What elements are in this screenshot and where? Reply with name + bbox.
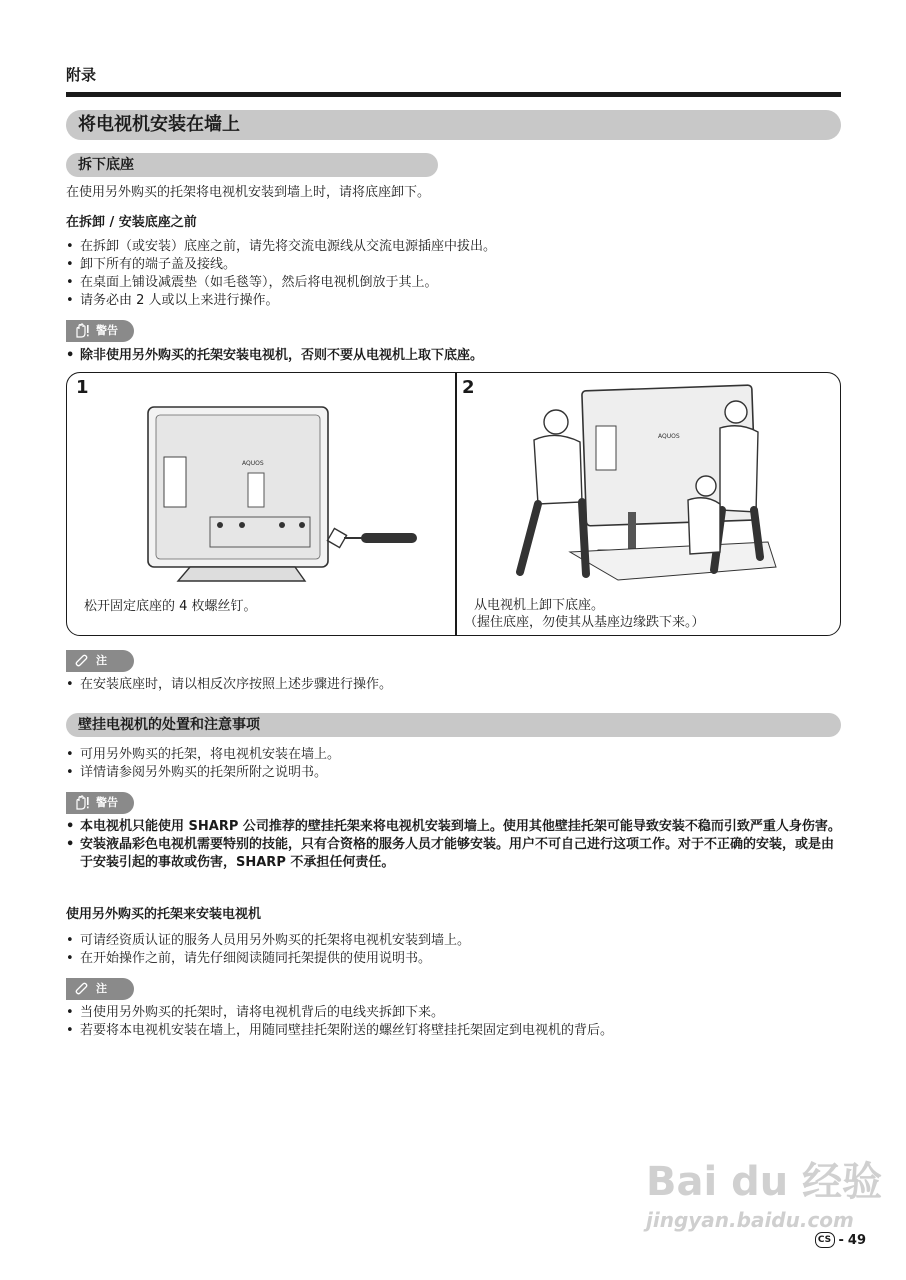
header-rule <box>66 92 841 97</box>
step-1-number: 1 <box>76 377 89 398</box>
note-label: 注 <box>96 982 107 995</box>
list-item: • 可请经资质认证的服务人员用另外购买的托架将电视机安装到墙上。 <box>66 932 841 950</box>
warning-tag <box>66 320 134 342</box>
wall-mount-list <box>66 746 841 782</box>
two-people-lifting-tv-illustration <box>508 382 783 592</box>
bracket-title: 使用另外购买的托架来安装电视机 <box>66 907 262 922</box>
hand-warning-icon <box>72 794 90 812</box>
tv-brand-label: AQUOS <box>242 460 264 467</box>
baidu-watermark-logo: Bai du 经验 <box>646 1159 883 1205</box>
list-item: • 请务必由 2 人或以上来进行操作。 <box>66 292 841 310</box>
list-item: • 除非使用另外购买的托架安装电视机，否则不要从电视机上取下底座。 <box>66 347 841 365</box>
hand-warning-icon <box>72 322 90 340</box>
footer-separator: - <box>838 1232 844 1248</box>
tv-brand-label: AQUOS <box>658 433 680 440</box>
list-item: • 在安装底座时，请以相反次序按照上述步骤进行操作。 <box>66 676 841 694</box>
page-number: 49 <box>847 1232 866 1248</box>
wall-warning-list <box>66 818 841 872</box>
list-item: • 在开始操作之前，请先仔细阅读随同托架提供的使用说明书。 <box>66 950 841 968</box>
step-2-caption-line2: （握住底座，勿使其从基座边缘跌下来。） <box>464 615 705 630</box>
section-label: 附录 <box>66 66 97 84</box>
list-item: • 可用另外购买的托架，将电视机安装在墙上。 <box>66 746 841 764</box>
before-removal-title: 在拆卸 / 安装底座之前 <box>66 215 197 230</box>
warning-label: 警告 <box>96 324 118 337</box>
list-item: • 本电视机只能使用 SHARP 公司推荐的壁挂托架来将电视机安装到墙上。使用其他壁挂托架可能导致安装不稳而引致严重人身伤害。 <box>66 818 841 836</box>
language-badge: CS <box>815 1232 835 1248</box>
step-2-caption-line1: 从电视机上卸下底座。 <box>474 598 605 613</box>
list-item: • 详情请参阅另外购买的托架所附之说明书。 <box>66 764 841 782</box>
list-item: • 当使用另外购买的托架时，请将电视机背后的电线夹拆卸下来。 <box>66 1004 841 1022</box>
list-item: • 在桌面上铺设减震垫（如毛毯等），然后将电视机倒放于其上。 <box>66 274 841 292</box>
paperclip-icon <box>72 652 90 670</box>
list-item: • 安装液晶彩色电视机需要特别的技能，只有合资格的服务人员才能够安装。用户不可自己进行这项工作。对于不正确的安装，或是由于安装引起的事故或伤害，SHARP 不承担任何责任。 <box>66 836 841 872</box>
list-item: • 在拆卸（或安装）底座之前，请先将交流电源线从交流电源插座中拔出。 <box>66 238 841 256</box>
figure-divider <box>455 372 457 636</box>
step-1-caption: 松开固定底座的 4 枚螺丝钉。 <box>84 599 257 614</box>
baidu-watermark-url: jingyan.baidu.com <box>646 1208 854 1232</box>
list-item: • 若要将本电视机安装在墙上，用随同壁挂托架附送的螺丝钉将壁挂托架固定到电视机的背后。 <box>66 1022 841 1040</box>
remove-stand-heading: 拆下底座 <box>66 153 438 177</box>
warning-tag <box>66 792 134 814</box>
wall-mount-heading: 壁挂电视机的处置和注意事项 <box>66 713 841 737</box>
page-title: 将电视机安装在墙上 <box>66 110 841 140</box>
note-tag <box>66 978 134 1000</box>
tv-rear-unscrew-illustration <box>130 395 430 590</box>
warning-list <box>66 347 841 365</box>
list-item: • 卸下所有的端子盖及接线。 <box>66 256 841 274</box>
wall-note-list <box>66 1004 841 1040</box>
paperclip-icon <box>72 980 90 998</box>
note-label: 注 <box>96 654 107 667</box>
before-removal-list <box>66 238 841 310</box>
page-footer <box>815 1232 867 1248</box>
bracket-list <box>66 932 841 968</box>
remove-stand-intro: 在使用另外购买的托架将电视机安装到墙上时，请将底座卸下。 <box>66 185 431 200</box>
step-2-number: 2 <box>462 377 475 398</box>
note-list <box>66 676 841 694</box>
warning-label: 警告 <box>96 796 118 809</box>
note-tag <box>66 650 134 672</box>
